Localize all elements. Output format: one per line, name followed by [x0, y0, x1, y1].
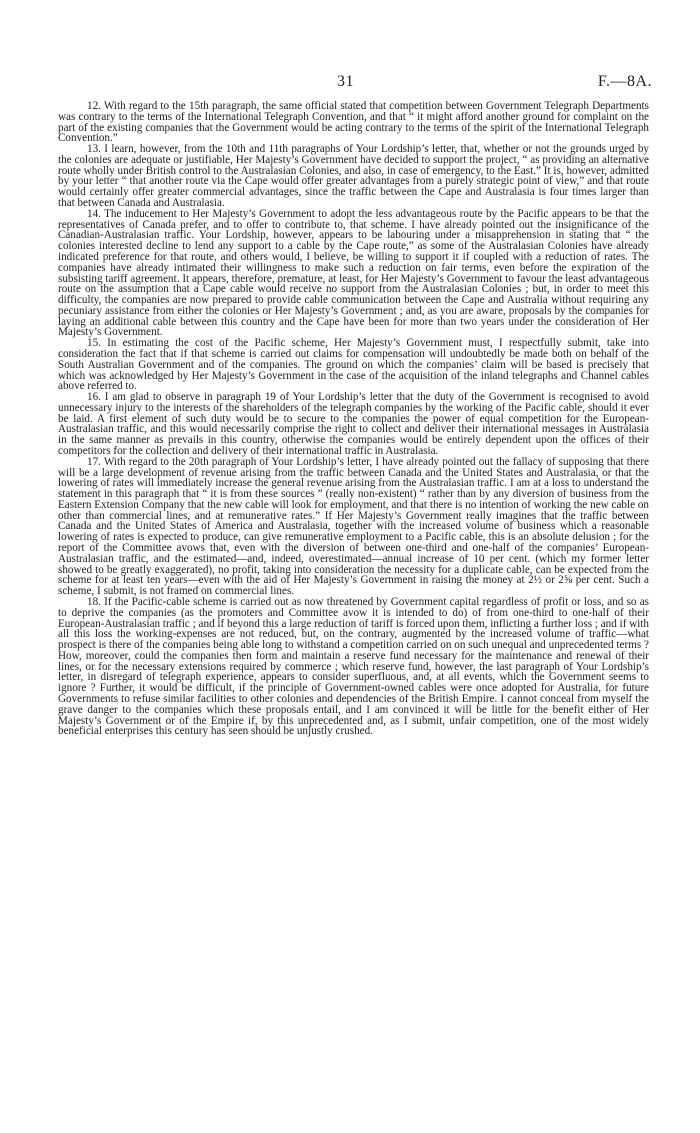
paragraph-18: 18. If the Pacific-cable scheme is carried out as now threatened by Government capital regardless of profit or loss, and so as to deprive the companies (as the promoters and Committee avow it is intended to do) of from one-third to one-half of their European-Australasian traffic ; and if beyond this a large reduction of tariff is forced upon them, inflicting a further loss ; and if with all this loss the working-expenses are not reduced, but, on the contrary, augmented by the increased volume of traffic—what prospect is there of the companies being able long to withstand a competition carried on on such unequal and unprecedented terms ? How, moreover, could the companies then form and maintain a reserve fund necessary for the maintenance and renewal of their lines, or for the necessary extensions required by commerce ; which reserve fund, however, the last paragraph of Your Lordship’s letter, in disregard of telegraph experience, appears to consider superfluous, and, at all events, which the Government seems to ignore ? Further, it would be difficult, if the principle of Government-owned cables were once adopted for Australia, for future Governments to refuse similar facilities to other colonies and dependencies of the British Empire. I cannot conceal from myself the grave danger to the companies which these proposals entail, and I am convinced it will be little for the benefit either of Her Majesty’s Government or of the Empire if, by this unprecedented and, as I submit, unfair competition, one of the most widely beneficial enterprises this century has seen should be unjustly crushed. — [58, 595, 649, 738]
paragraph-12: 12. With regard to the 15th paragraph, the same official stated that competition between Government Telegraph Departments was contrary to the terms of the International Telegraph Convention, and that “ it might afford another ground for complaint on the part of the existing companies that the Government would be acting contrary to the terms of the spirit of the International Telegraph Convention.” — [58, 100, 649, 145]
paragraph-15: 15. In estimating the cost of the Pacific scheme, Her Majesty’s Government must, I respectfully submit, take into consideration the fact that if that scheme is carried out claims for compensation will undoubtedly be made both on behalf of the South Australian Government and of the companies. The ground on which the companies’ claim will be based is precisely that which was acknowledged by Her Majesty’s Government in the case of the acquisition of the inland telegraphs and Channel cables above referred to. — [58, 337, 649, 393]
document-reference: F.—8A. — [597, 73, 652, 90]
body-text — [58, 101, 649, 737]
page-number: 31 — [337, 73, 354, 90]
paragraph-16: 16. I am glad to observe in paragraph 19 of Your Lordship’s letter that the duty of the Government is recognised to avoid unnecessary injury to the interests of the shareholders of the telegraph companies by the working of the Pacific cable, should it ever be laid. A first element of such duty would be to secure to the companies the power of equal competition for the European-Australasian traffic, and this would necessarily comprise the right to collect and deliver their international messages in Australasia in the same manner as prevails in this country, otherwise the companies would be entirely dependent upon the offices of their competitors for the collection and delivery of their international traffic in Australasia. — [58, 391, 649, 457]
paragraph-13: 13. I learn, however, from the 10th and 11th paragraphs of Your Lordship’s letter, that, whether or not the grounds urged by the colonies are adequate or justifiable, Her Majesty’s Government have decided to support the project, “ as providing an alternative route wholly under British control to the Australasian Colonies, and also, in case of emergency, to the East.” It is, however, admitted by your letter “ that another route via the Cape would offer greater advantages from a purely strategic point of view,” and that route would certainly offer greater commercial advantages, since the traffic between the Cape and Australasia is four times larger than that between Canada and Australasia. — [58, 143, 649, 210]
paragraph-14: 14. The inducement to Her Majesty’s Government to adopt the less advantageous route by the Pacific appears to be that the representatives of Canada prefer, and to offer to contribute to, that scheme. I have already pointed out the insignificance of the Canadian-Australasian traffic. Your Lordship, however, appears to be labouring under a misapprehension in stating that “ the colonies interested decline to lend any support to a cable by the Cape route,” as some of the Australasian Colonies have already indicated preference for that route, and others would, I believe, be willing to support it if coupled with a reduction of rates. The companies have already intimated their willingness to make such a reduction on fair terms, even before the expiration of the subsisting tariff agreement. It appears, therefore, premature, at least, for Her Majesty’s Government to favour the least advantageous route on the assumption that a Cape cable would receive no support from the Australasian Colonies ; but, in order to meet this difficulty, the companies are now prepared to provide cable communication between the Cape and Australia without requiring any pecuniary assistance from either the colonies or Her Majesty’s Government ; and, as you are aware, proposals by the companies for laying an additional cable between this country and the Cape have been for more than two years under the consideration of Her Majesty’s Government. — [58, 207, 649, 339]
paragraph-17: 17. With regard to the 20th paragraph of Your Lordship’s letter, I have already pointed out the fallacy of supposing that there will be a large development of revenue arising from the traffic between Canada and the United States and Australasia, or that the lowering of rates will immediately increase the general revenue arising from the Australasian traffic. I am at a loss to understand the statement in this paragraph that “ it is from these sources ” (really non-existent) “ rather than by any diversion of business from the Eastern Extension Company that the new cable will look for employment, and that there is no intention of working the new cable on other than commercial lines, and at remunerative rates.” If Her Majesty’s Government really imagines that the traffic between Canada and the United States of America and Australasia, together with the increased volume of business which a reasonable lowering of rates is expected to produce, can give remunerative employment to a Pacific cable, this is an absolute delusion ; for the report of the Committee avows that, even with the diversion of between one-third and one-half of the companies’ European-Australasian traffic, and the estimated—and, indeed, overestimated—annual increase of 10 per cent. (which my former letter showed to be greatly exaggerated), no profit, taking into consideration the necessity for a duplicate cable, can be expected from the scheme for at least ten years—even with the aid of Her Majesty’s Government in raising the money at 2½ or 2⅝ per cent. Such a scheme, I submit, is not framed on commercial lines. — [58, 455, 649, 598]
